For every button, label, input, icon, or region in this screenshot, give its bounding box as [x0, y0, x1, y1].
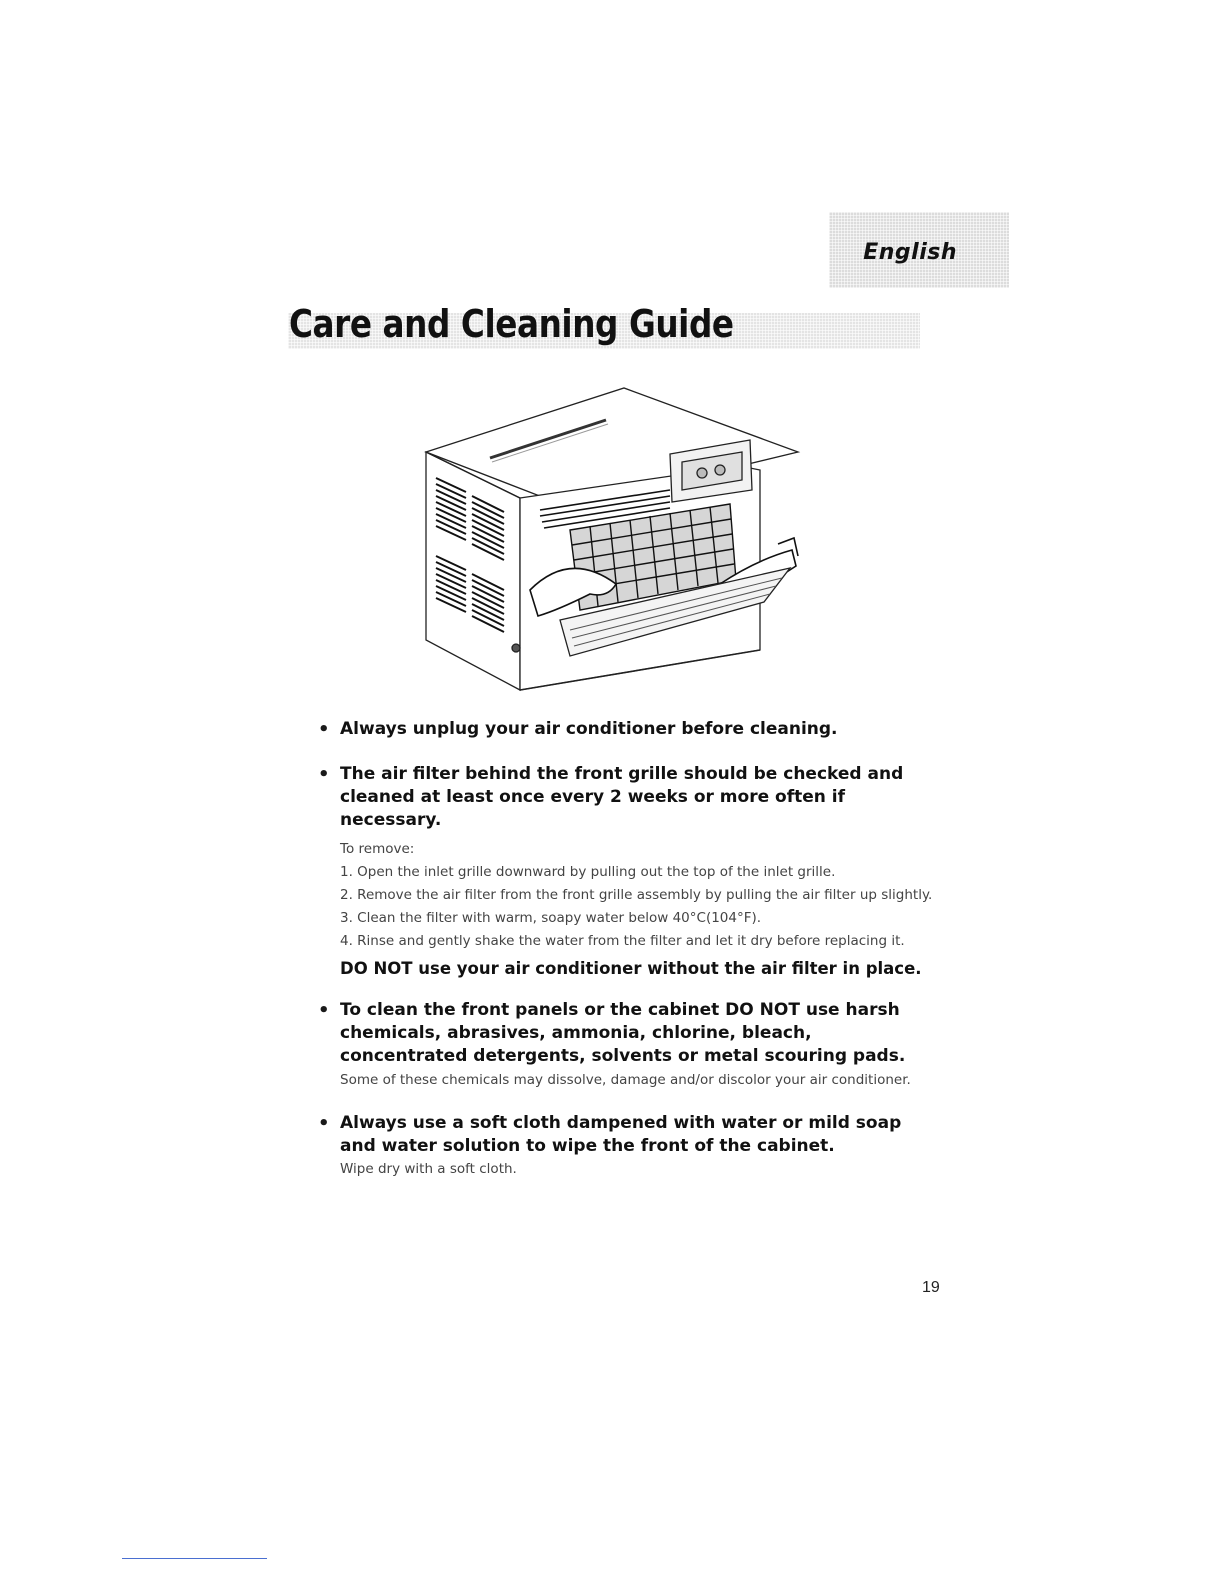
bullet-dot-icon: • — [318, 1000, 330, 1021]
air-conditioner-filter-removal-icon — [420, 380, 810, 692]
bottom-rule — [122, 1558, 267, 1559]
step-item: 4. Rinse and gently shake the water from the filter and let it dry before replacing it. — [340, 933, 905, 949]
filter-steps — [340, 838, 934, 953]
step-item: 3. Clean the filter with warm, soapy water below 40°C(104°F). — [340, 910, 762, 926]
bullet-heading: Always unplug your air conditioner before cleaning. — [340, 719, 838, 739]
page-title: Care and Cleaning Guide — [289, 302, 734, 346]
step-item: 2. Remove the air filter from the front grille assembly by pulling the air filter up slightly. — [340, 887, 933, 903]
bullet-note: Some of these chemicals may dissolve, damage and/or discolor your air conditioner. — [340, 1072, 911, 1088]
bullet-dot-icon: • — [318, 764, 330, 785]
language-tab — [829, 212, 1009, 288]
bullet-dot-icon: • — [318, 719, 330, 740]
steps-intro: To remove: — [340, 841, 415, 857]
bullet-air-filter — [314, 763, 934, 981]
bullet-heading: The air filter behind the front grille should be checked and cleaned at least once every 2 weeks or more often if necessary. — [340, 764, 904, 830]
page-number: 19 — [922, 1279, 940, 1296]
language-label: English — [863, 240, 957, 265]
step-item: 1. Open the inlet grille downward by pulling out the top of the inlet grille. — [340, 864, 836, 880]
bullet-heading: Always use a soft cloth dampened with water or mild soap and water solution to wipe the front of the cabinet. — [340, 1113, 902, 1156]
care-instructions — [314, 718, 934, 1181]
bullet-heading-text: To clean the front panels or the cabinet DO NOT use harsh chemicals, abrasives, ammonia, chlorine, bleach, concentrated detergents, solvents or metal scouring pads. — [340, 1000, 906, 1066]
bullet-dot-icon: • — [318, 1113, 330, 1134]
bullet-heading — [340, 999, 934, 1092]
filter-warning: DO NOT use your air conditioner without the air filter in place. — [340, 959, 922, 978]
bullet-soft-cloth — [314, 1112, 934, 1181]
bullet-note: Wipe dry with a soft cloth. — [340, 1161, 517, 1177]
bullet-cleaning-chemicals — [314, 999, 934, 1092]
bullet-unplug — [314, 718, 934, 741]
